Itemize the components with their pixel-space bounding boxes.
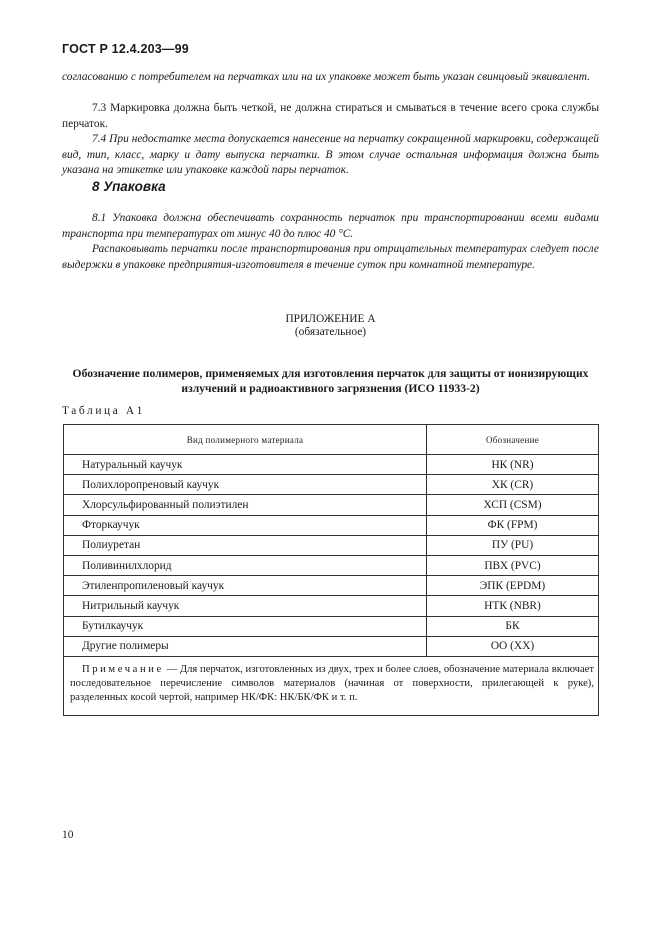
- paragraph-7-3: 7.3 Маркировка должна быть четкой, не должна стираться и смываться в течение всего срока службы перчаток.: [62, 102, 599, 130]
- material-cell: Хлорсульфированный полиэтилен: [64, 495, 427, 515]
- material-cell: Полиуретан: [64, 535, 427, 555]
- code-cell: ЭПК (EPDM): [427, 576, 599, 596]
- code-cell: БК: [427, 616, 599, 636]
- page-number: 10: [62, 829, 74, 841]
- code-cell: ОО (XX): [427, 636, 599, 656]
- table-header-row: [64, 425, 599, 455]
- material-cell: Натуральный каучук: [64, 455, 427, 475]
- table-row: [64, 495, 599, 515]
- material-cell: Нитрильный каучук: [64, 596, 427, 616]
- material-cell: Фторкаучук: [64, 515, 427, 535]
- section-8-title: 8 Упаковка: [92, 179, 166, 194]
- annex-heading: ПРИЛОЖЕНИЕ А: [285, 313, 376, 325]
- material-cell: Бутилкаучук: [64, 616, 427, 636]
- code-cell: ХК (CR): [427, 475, 599, 495]
- code-cell: ПВХ (PVC): [427, 555, 599, 575]
- note-label: Примечание: [82, 663, 164, 675]
- column-header-material: Вид полимерного материала: [64, 425, 427, 455]
- table-row: [64, 475, 599, 495]
- table-row: [64, 616, 599, 636]
- table-row: [64, 555, 599, 575]
- code-cell: НК (NR): [427, 455, 599, 475]
- table-body: [64, 455, 599, 657]
- paragraph-7-4: 7.4 При недостатке места допускается нанесение на перчатку сокращенной маркировки, содержащей вид, тип, класс, марку и дату выпуска перчатки. В этом случае остальная информация должна быть указана на этикетке или упаковке каждой пары перчаток.: [62, 133, 599, 177]
- paragraph-8-2: Распаковывать перчатки после транспортирования при отрицательных температурах следует после выдержки в упаковке предприятия-изготовителя в течение суток при комнатной температуре.: [62, 243, 599, 271]
- material-cell: Этиленпропиленовый каучук: [64, 576, 427, 596]
- paragraph-intro: согласованию с потребителем на перчатках или на их упаковке может быть указан свинцовый эквивалент.: [62, 71, 590, 83]
- code-cell: ХСП (CSM): [427, 495, 599, 515]
- code-cell: ПУ (PU): [427, 535, 599, 555]
- material-cell: Другие полимеры: [64, 636, 427, 656]
- material-cell: Поливинилхлорид: [64, 555, 427, 575]
- code-cell: ФК (FPM): [427, 515, 599, 535]
- code-cell: НТК (NBR): [427, 596, 599, 616]
- table-row: [64, 455, 599, 475]
- annex-status: (обязательное): [294, 326, 367, 338]
- table-row: [64, 576, 599, 596]
- document-code-header: ГОСТ Р 12.4.203—99: [62, 42, 189, 56]
- column-header-code: Обозначение: [427, 425, 599, 455]
- table-note-row: [64, 656, 599, 715]
- table-label: Таблица А1: [62, 405, 145, 417]
- material-cell: Полихлоропреновый каучук: [64, 475, 427, 495]
- table-row: [64, 535, 599, 555]
- polymer-designation-table: [63, 424, 599, 716]
- table-row: [64, 636, 599, 656]
- paragraph-8-1: 8.1 Упаковка должна обеспечивать сохранность перчаток при транспортировании всеми видами транспорта при температурах от минус 40 до плюс 40 °С.: [62, 212, 599, 240]
- annex-title: Обозначение полимеров, применяемых для изготовления перчаток для защиты от ионизирующих излучений и радиоактивного загрязнения (ИСО 11933-2): [72, 367, 589, 395]
- table-row: [64, 515, 599, 535]
- note-text: — Для перчаток, изготовленных из двух, трех и более слоев, обозначение материала включает последовательное перечисление символов материалов (начиная от поверхности, прилегающей к руке), разделенных косой чертой, например НК/ФК: НК/БК/ФК и т. п.: [70, 663, 594, 703]
- table-note: [64, 656, 599, 715]
- table-row: [64, 596, 599, 616]
